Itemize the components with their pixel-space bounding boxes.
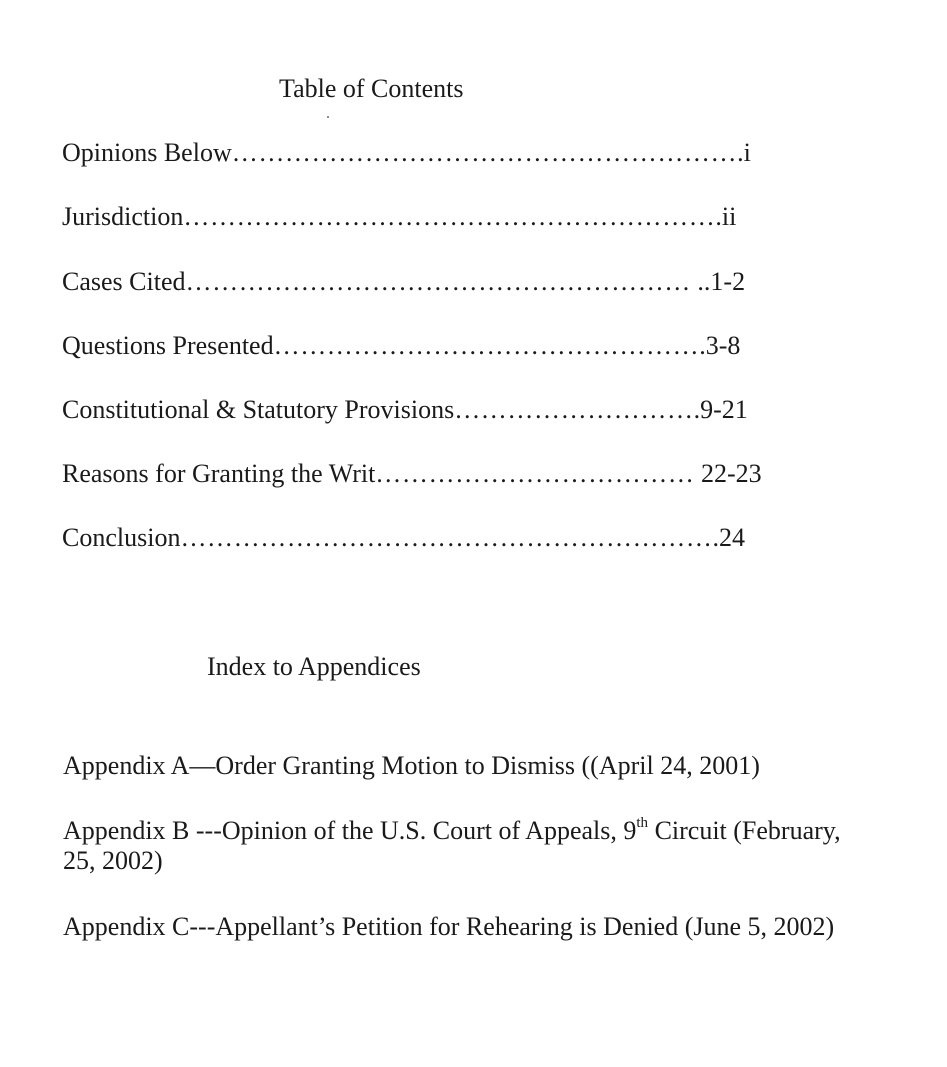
appendix-text: Circuit (February, bbox=[648, 816, 841, 845]
toc-entry-leader: ………………………………………… bbox=[273, 331, 700, 360]
toc-entry-page: .24 bbox=[712, 523, 745, 552]
index-title: Index to Appendices bbox=[207, 652, 421, 681]
toc-entry-leader: ………………………………………………… bbox=[231, 138, 738, 167]
toc-entry bbox=[62, 395, 748, 425]
toc-entry-page: .ii bbox=[715, 202, 737, 231]
scan-speck bbox=[327, 116, 329, 118]
toc-entry-leader: …………………………………………………… bbox=[183, 202, 716, 231]
toc-entry-leader: ………………………………………………… bbox=[185, 267, 691, 296]
toc-entry-label: Jurisdiction bbox=[62, 202, 184, 231]
toc-entry bbox=[62, 331, 740, 361]
ordinal-suffix: th bbox=[636, 815, 649, 832]
toc-entry bbox=[62, 202, 736, 232]
toc-title: Table of Contents bbox=[279, 74, 464, 103]
appendix-line bbox=[63, 816, 841, 846]
toc-entry bbox=[62, 523, 745, 553]
toc-entry-leader: ……………………… bbox=[454, 395, 694, 424]
toc-entry-page: .i bbox=[737, 138, 751, 167]
toc-entry-leader: ……………………………… bbox=[375, 459, 695, 488]
appendix-text: Appendix B ---Opinion of the U.S. Court of Appeals, 9 bbox=[63, 816, 637, 845]
appendix-entry: Appendix A—Order Granting Motion to Dismiss ((April 24, 2001) bbox=[63, 751, 760, 780]
toc-entry-page: ..1-2 bbox=[690, 267, 746, 296]
appendix-entry bbox=[63, 816, 841, 876]
toc-entry-page: .9-21 bbox=[693, 395, 748, 424]
toc-entry bbox=[62, 459, 762, 489]
toc-entry-label: Questions Presented bbox=[62, 331, 274, 360]
toc-entry-label: Constitutional & Statutory Provisions bbox=[62, 395, 455, 424]
toc-entry-label: Opinions Below bbox=[62, 138, 232, 167]
toc-entry bbox=[62, 138, 751, 168]
toc-entry bbox=[62, 267, 745, 297]
toc-entry-leader: …………………………………………………… bbox=[180, 523, 713, 552]
appendix-line: 25, 2002) bbox=[63, 846, 163, 875]
toc-entry-page: 22-23 bbox=[694, 459, 762, 488]
toc-entry-label: Conclusion bbox=[62, 523, 181, 552]
toc-entry-label: Cases Cited bbox=[62, 267, 186, 296]
appendix-entry: Appendix C---Appellant’s Petition for Rehearing is Denied (June 5, 2002) bbox=[63, 912, 835, 941]
toc-entry-page: .3-8 bbox=[699, 331, 741, 360]
toc-entry-label: Reasons for Granting the Writ bbox=[62, 459, 376, 488]
